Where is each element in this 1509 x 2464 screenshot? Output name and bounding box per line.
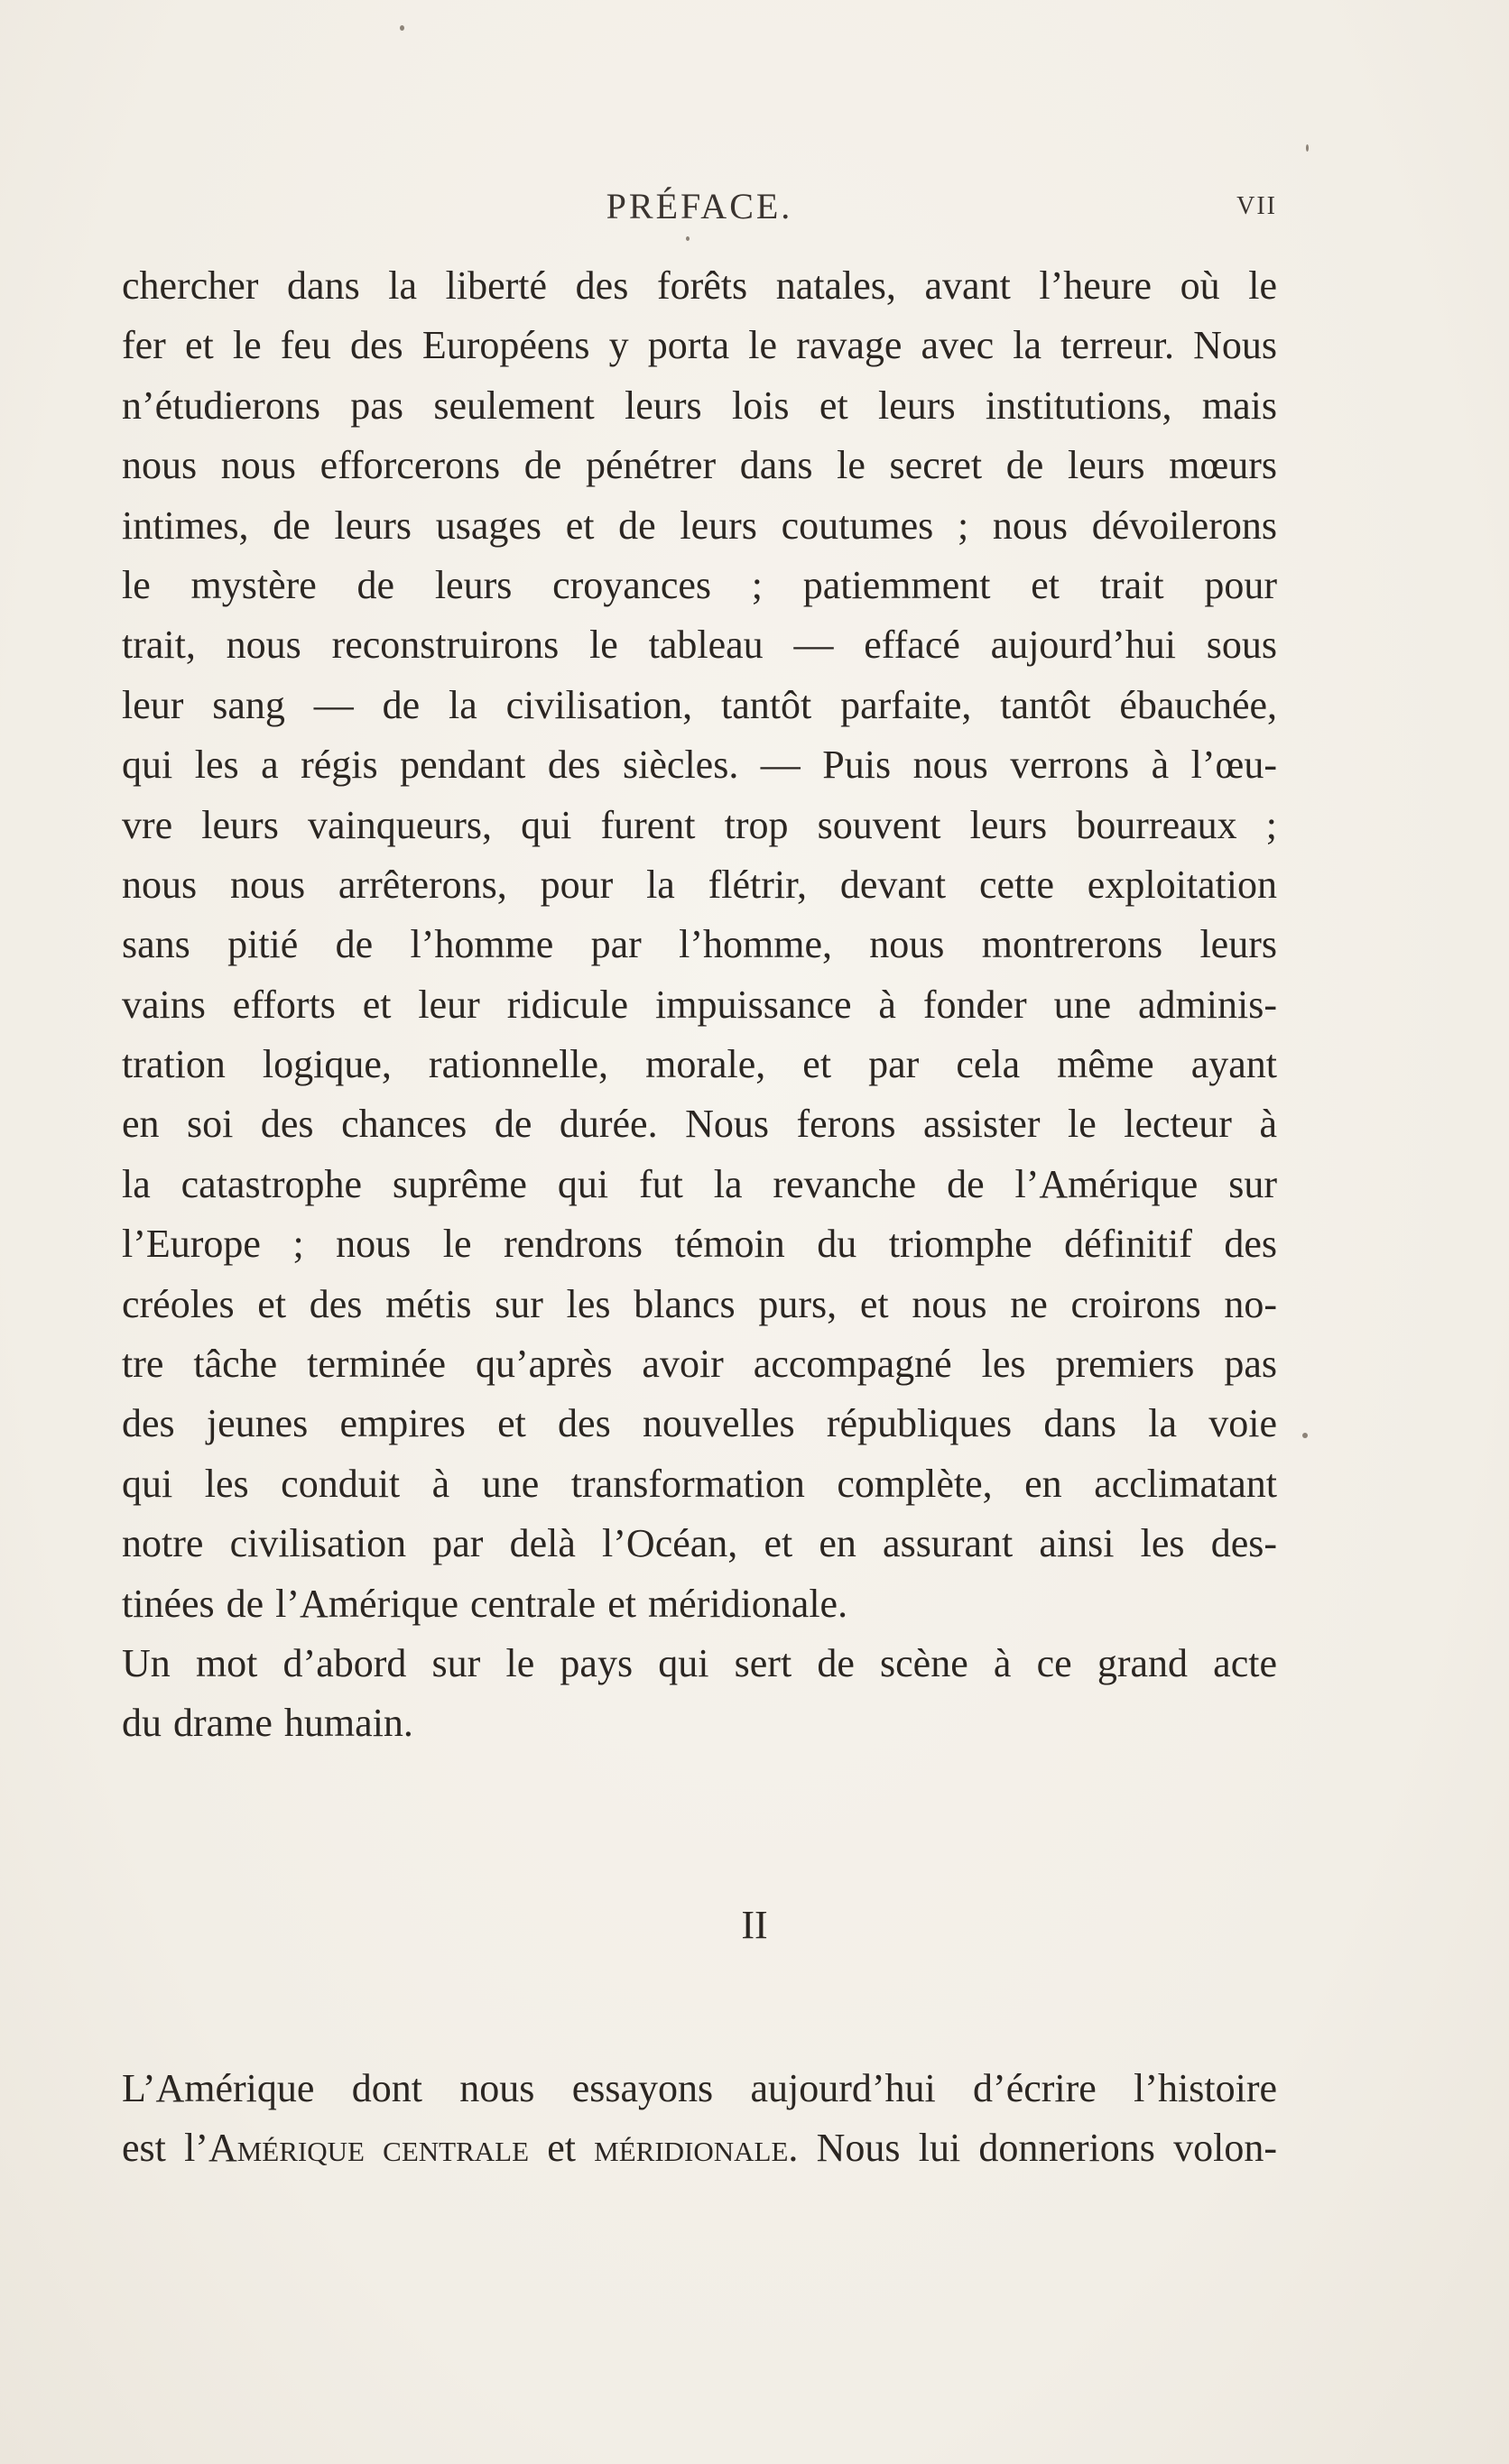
text-line: du drame humain. (122, 1701, 413, 1746)
small-caps-term: méridionale (594, 2126, 789, 2171)
page-number: VII (1236, 192, 1277, 220)
running-title: PRÉFACE. (606, 186, 793, 226)
text-line: tinées de l’Amérique centrale et méridionale. (122, 1581, 848, 1626)
text-line: notre civilisation par delà l’Océan, et en assurant ainsi les des- (122, 1521, 1277, 1566)
page-header (122, 185, 1277, 239)
text-line: vre leurs vainqueurs, qui furent trop souvent leurs bourreaux ; (122, 802, 1277, 847)
text-line: la catastrophe suprême qui fut la revanche de l’Amérique sur (122, 1161, 1277, 1206)
text-line: Un mot d’abord sur le pays qui sert de scène à ce grand acte (122, 1640, 1277, 1685)
text-fragment: est l’ (122, 2126, 208, 2171)
text-line: chercher dans la liberté des forêts natales, avant l’heure où le (122, 263, 1277, 308)
text-fragment: . Nous lui donnerions volon- (788, 2126, 1277, 2171)
text-line: nous nous efforcerons de pénétrer dans le secret de leurs mœurs (122, 443, 1277, 488)
text-line: tre tâche terminée qu’après avoir accompagné les premiers pas (122, 1342, 1277, 1387)
text-line: l’Europe ; nous le rendrons témoin du triomphe définitif des (122, 1222, 1277, 1267)
paper-speck (1302, 1433, 1308, 1438)
text-line: intimes, de leurs usages et de leurs coutumes ; nous dévoilerons (122, 503, 1277, 548)
text-line: nous nous arrêterons, pour la flétrir, devant cette exploitation (122, 862, 1277, 907)
paragraph-3 (122, 2059, 1277, 2179)
section-number: II (741, 1903, 768, 1947)
text-line: qui les a régis pendant des siècles. — Puis nous verrons à l’œu- (122, 743, 1277, 788)
text-line: vains efforts et leur ridicule impuissance à fonder une adminis- (122, 982, 1277, 1027)
text-line: créoles et des métis sur les blancs purs, et nous ne croirons no- (122, 1281, 1277, 1326)
paper-speck (1306, 144, 1309, 152)
text-line: tration logique, rationnelle, morale, et par cela même ayant (122, 1042, 1277, 1087)
text-line: leur sang — de la civilisation, tantôt parfaite, tantôt ébauchée, (122, 682, 1277, 727)
paragraph-1 (122, 256, 1277, 1754)
text-line: des jeunes empires et des nouvelles républiques dans la voie (122, 1401, 1277, 1446)
text-line: n’étudierons pas seulement leurs lois et leurs institutions, mais (122, 383, 1277, 428)
text-line: en soi des chances de durée. Nous ferons assister le lecteur à (122, 1102, 1277, 1147)
paper-speck (686, 236, 690, 241)
text-line: fer et le feu des Européens y porta le ravage avec la terreur. Nous (122, 323, 1277, 368)
text-line: le mystère de leurs croyances ; patiemment et trait pour (122, 562, 1277, 607)
text-fragment: et (529, 2126, 595, 2171)
text-line: sans pitié de l’homme par l’homme, nous montrerons leurs (122, 922, 1277, 967)
text-line (122, 2118, 1277, 2178)
small-caps-term: Amérique centrale (208, 2126, 530, 2171)
text-line: trait, nous reconstruirons le tableau — effacé aujourd’hui sous (122, 623, 1277, 668)
text-line: L’Amérique dont nous essayons aujourd’hui d’écrire l’histoire (122, 2066, 1277, 2110)
text-line: qui les conduit à une transformation complète, en acclimatant (122, 1461, 1277, 1506)
paper-speck (400, 25, 404, 31)
